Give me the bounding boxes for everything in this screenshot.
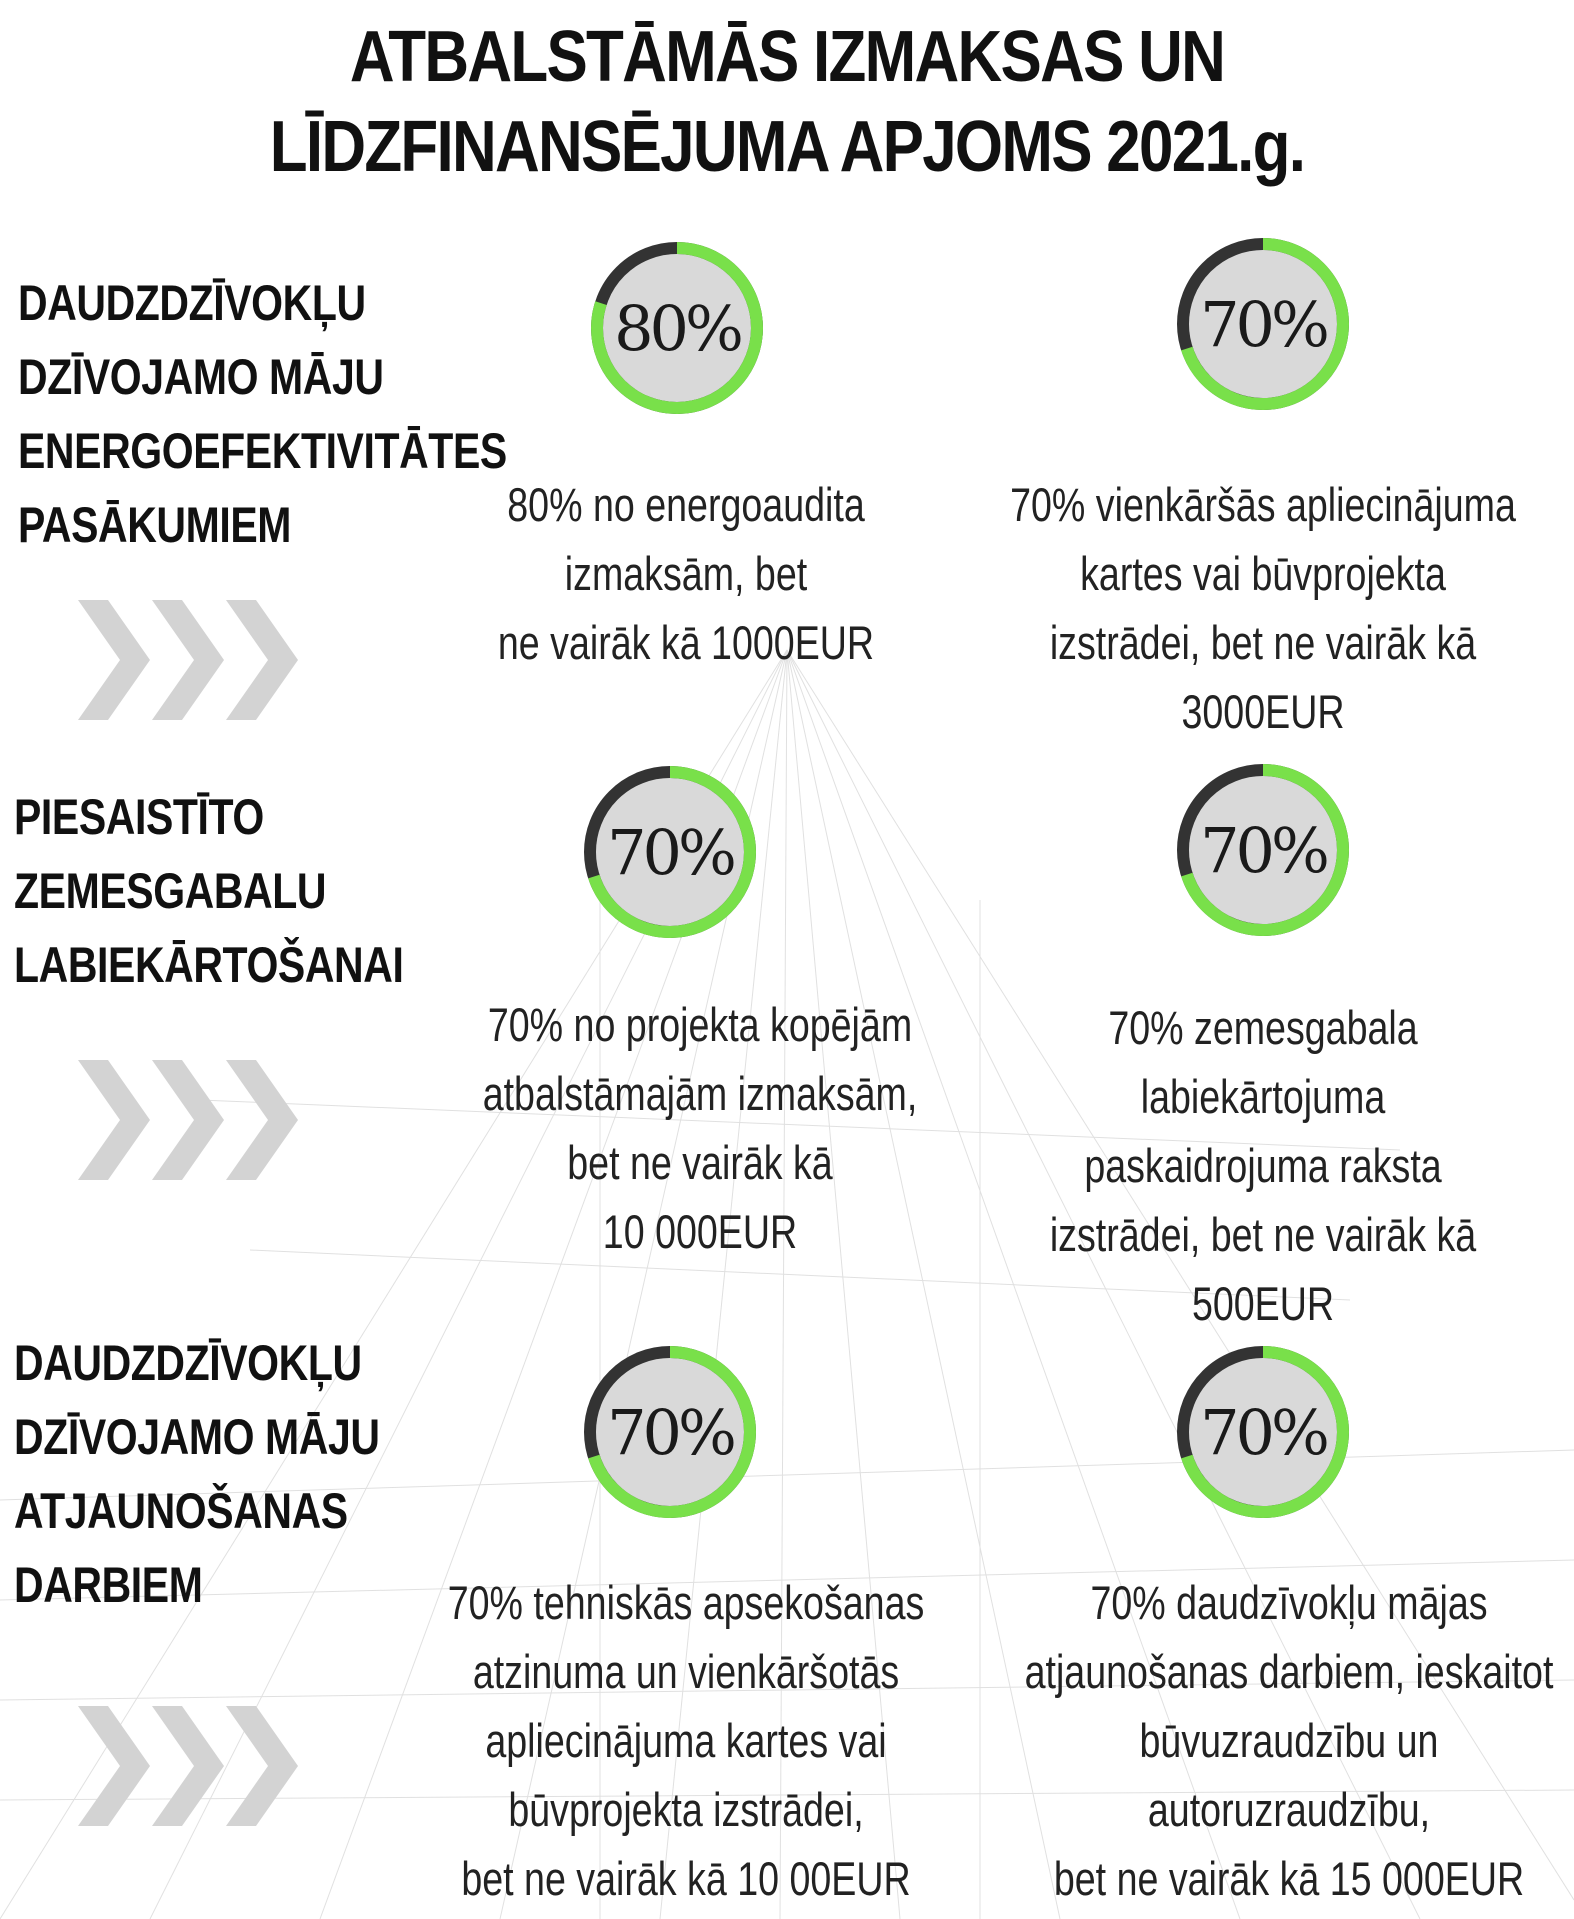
chevron-arrows-icon xyxy=(78,1060,308,1180)
gauge-percent-label: 70% xyxy=(607,1395,733,1469)
description-s2-left: 70% no projekta kopējām atbalstāmajām izmaksām, bet ne vairāk kā 10 000EUR xyxy=(482,998,918,1258)
page-title xyxy=(110,12,1464,192)
title-line-2: LĪDZFINANSĒJUMA APJOMS 2021.g. xyxy=(269,107,1305,187)
description-s3-right: 70% daudzīvokļu mājas atjaunošanas darbiem, ieskaitot būvuzraudzību un autoruzraudzību, bet ne vairāk kā 15 000EUR xyxy=(1024,1576,1554,1905)
description-s2-right: 70% zemesgabala labiekārtojuma paskaidrojuma raksta izstrādei, bet ne vairāk kā 500EUR xyxy=(1049,1001,1477,1330)
gauge-percent-label: 70% xyxy=(1200,287,1326,361)
section-2-label: PIESAISTĪTO ZEMESGABALU LABIEKĀRTOŠANAI xyxy=(14,789,404,993)
chevron-arrows-icon xyxy=(78,600,308,720)
gauge-s3-right xyxy=(1173,1342,1353,1522)
gauge-percent-label: 70% xyxy=(607,815,733,889)
gauge-s2-right xyxy=(1173,760,1353,940)
section-1-label: DAUDZDZĪVOKĻU DZĪVOJAMO MĀJU ENERGOEFEKTIVITĀTES PASĀKUMIEM xyxy=(18,275,507,553)
description-s1-right: 70% vienkāršās apliecinājuma kartes vai būvprojekta izstrādei, bet ne vairāk kā 3000EUR xyxy=(1010,478,1516,738)
gauge-percent-label: 70% xyxy=(1200,813,1326,887)
gauge-percent-label: 70% xyxy=(1200,1395,1326,1469)
gauge-percent-label: 80% xyxy=(614,291,740,365)
section-3-label: DAUDZDZĪVOKĻU DZĪVOJAMO MĀJU ATJAUNOŠANAS DARBIEM xyxy=(14,1335,380,1613)
description-s3-left: 70% tehniskās apsekošanas atzinuma un vienkāršotās apliecinājuma kartes vai būvprojekta izstrādei, bet ne vairāk kā 10 00EUR xyxy=(447,1576,925,1905)
description-s1-left: 80% no energoaudita izmaksām, bet ne vairāk kā 1000EUR xyxy=(497,478,875,669)
gauge-s2-left xyxy=(580,762,760,942)
gauge-s1-left xyxy=(587,238,767,418)
gauge-s1-right xyxy=(1173,234,1353,414)
gauge-s3-left xyxy=(580,1342,760,1522)
title-line-1: ATBALSTĀMĀS IZMAKSAS UN xyxy=(349,17,1225,97)
chevron-arrows-icon xyxy=(78,1706,308,1826)
